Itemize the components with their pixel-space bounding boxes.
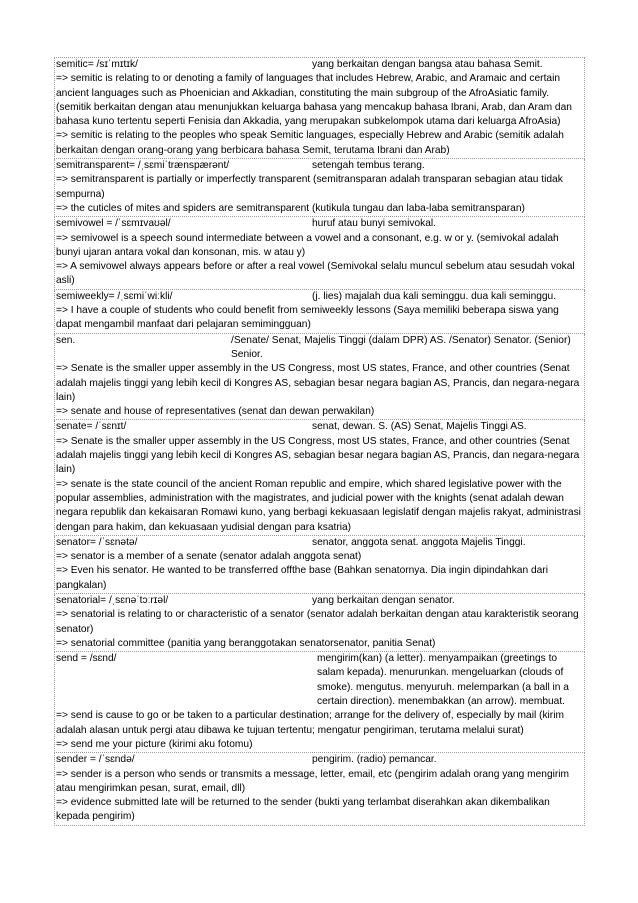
dictionary-entry (54, 753, 585, 825)
headword: sen. (56, 334, 76, 346)
example-line: => senator is a member of a senate (senator adalah anggota senat) (56, 551, 362, 563)
entry-headline (55, 217, 584, 231)
headword: senate= /ˈsɛnɪt/ (56, 421, 127, 433)
headword: senator= /ˈsɛnətə/ (56, 536, 138, 548)
headword: send = /sɛnd/ (56, 653, 117, 665)
entry-headline (55, 334, 584, 363)
dictionary-entry (54, 652, 585, 753)
example-line: => sender is a person who sends or transmits a message, letter, email, etc (pengirim adalah orang yang mengirim atau mengirimkan pesan, surat, email, dll) (56, 768, 570, 794)
example-line: => Even his senator. He wanted to be transferred offthe base (Bahkan senatornya. Dia ingin dipindahkan dari pangkalan) (56, 565, 548, 591)
translation: yang berkaitan dengan senator. (312, 594, 455, 606)
dictionary-entry (54, 217, 585, 289)
entry-headline (55, 652, 584, 709)
headword: semivowel = /ˈsɛmɪvaʊəl/ (56, 218, 171, 230)
headword: semitransparent= /ˌsɛmiˈtrænspærənt/ (56, 160, 230, 172)
dictionary-document (54, 57, 585, 826)
example-line: => senate and house of representatives (senat dan dewan perwakilan) (56, 406, 375, 418)
entry-headline (55, 594, 584, 608)
entry-headline (55, 420, 584, 434)
example-line: => semitic is relating to or denoting a family of languages that includes Hebrew, Arabic, and Aramaic and certain ancient languages such as Phoenician and Akkadian, constituting the main subgroup of the AfroAsiatic family. (semitik berkaitan dengan atau menunjukkan keluarga bahasa yang mencakup bahasa Ibrani, Arab, dan Aram dan bahasa kuno tertentu seperti Fenisia dan Akkadia, yang merupakan subkelompok utama dari keluarga AfroAsia) (56, 73, 572, 128)
entry-headline (55, 753, 584, 767)
translation: senator, anggota senat. anggota Majelis Tinggi. (312, 536, 526, 548)
example-line: => semitic is relating to the peoples who speak Semitic languages, especially Hebrew and Arabic (semitik adalah berkaitan dengan orang-orang yang berbicara bahasa Semit, terutama Ibrani dan Arab) (56, 130, 564, 156)
example-line: => semitransparent is partially or imperfectly transparent (semitransparan adalah transparan sebagian atau tidak sempurna) (56, 174, 563, 200)
headword: senatorial= /ˌsɛnəˈtɔːrɪəl/ (56, 594, 169, 606)
translation: (j. lies) majalah dua kali seminggu. dua kali seminggu. (312, 290, 557, 302)
translation: setengah tembus terang. (312, 160, 425, 172)
translation: /Senate/ Senat, Majelis Tinggi (dalam DPR) AS. /Senator) Senator. (Senior) Senior. (231, 334, 571, 360)
entry-headline (55, 290, 584, 304)
example-line: => senate is the state council of the ancient Roman republic and empire, which shared legislative power with the popular assemblies, administration with the magistrates, and judicial power with the knights (senat adalah dewan negara republik dan kekaisaran Romawi kuno, yang berbagi kekuasaan legislatif dengan majelis rakyat, administrasi dengan para hakim, dan kekuasaan yudisial dengan para ksatria) (56, 478, 581, 533)
entry-headline (55, 159, 584, 173)
dictionary-entry (54, 159, 585, 217)
example-line: => senatorial committee (panitia yang beranggotakan senatorsenator, panitia Senat) (56, 637, 436, 649)
example-line: => the cuticles of mites and spiders are semitransparent (kutikula tungau dan laba-laba semitransparan) (56, 202, 525, 214)
translation: pengirim. (radio) pemancar. (312, 754, 437, 766)
example-line: => A semivowel always appears before or after a real vowel (Semivokal selalu muncul sebelum atau sesudah vokal asli) (56, 261, 575, 287)
example-line: => senatorial is relating to or characteristic of a senator (senator adalah berkaitan dengan atau karakteristik seorang senator) (56, 609, 579, 635)
headword: sender = /ˈsɛndə/ (56, 754, 135, 766)
entry-headline (55, 536, 584, 550)
dictionary-entry (54, 290, 585, 334)
entry-headline (55, 58, 584, 72)
translation: huruf atau bunyi semivokal. (312, 218, 437, 230)
example-line: => I have a couple of students who could benefit from semiweekly lessons (Saya memiliki beberapa siswa yang dapat mengambil manfaat dari pelajaran semimingguan) (56, 305, 559, 331)
dictionary-entry (54, 420, 585, 535)
dictionary-entry (54, 594, 585, 652)
translation: yang berkaitan dengan bangsa atau bahasa Semit. (312, 59, 543, 70)
example-line: => Senate is the smaller upper assembly in the US Congress, most US states, France, and other countries (Senat adalah majelis tinggi yang lebih kecil di Kongres AS, sebagian besar negara bagian AS, Prancis, dan negara-negara lain) (56, 435, 580, 476)
example-line: => send me your picture (kirimi aku fotomu) (56, 738, 253, 750)
dictionary-entry (54, 334, 585, 421)
example-line: => Senate is the smaller upper assembly in the US Congress, most US states, France, and other countries (Senat adalah majelis tinggi yang lebih kecil di Kongres AS, sebagian besar negara bagian AS, Prancis, dan negara-negara lain) (56, 363, 580, 403)
dictionary-entry (54, 536, 585, 594)
translation: senat, dewan. S. (AS) Senat, Majelis Tinggi AS. (312, 421, 527, 433)
translation: mengirim(kan) (a letter). menyampaikan (greetings to salam kepada). menurunkan. mengeluarkan (clouds of smoke). mengutus. menyuruh. melemparkan (a ball in a certain direction). menembakkan (an arrow). membuat. (317, 653, 569, 708)
example-line: => semivowel is a speech sound intermediate between a vowel and a consonant, e.g. w or y. (semivokal adalah bunyi ujaran antara vokal dan konsonan, mis. w atau y) (56, 232, 559, 258)
example-line: => send is cause to go or be taken to a particular destination; arrange for the delivery of, especially by mail (kirim adalah alasan untuk pergi atau dibawa ke tujuan tertentu; mengatur pengiriman, terutama melalui surat) (56, 710, 564, 736)
example-line: => evidence submitted late will be returned to the sender (bukti yang terlambat diserahkan akan dikembalikan kepada pengirim) (56, 797, 550, 823)
dictionary-entry (54, 57, 585, 159)
headword: semitic= /sɪˈmɪtɪk/ (56, 59, 138, 70)
headword: semiweekly= /ˌsɛmiˈwiːkli/ (56, 290, 173, 302)
